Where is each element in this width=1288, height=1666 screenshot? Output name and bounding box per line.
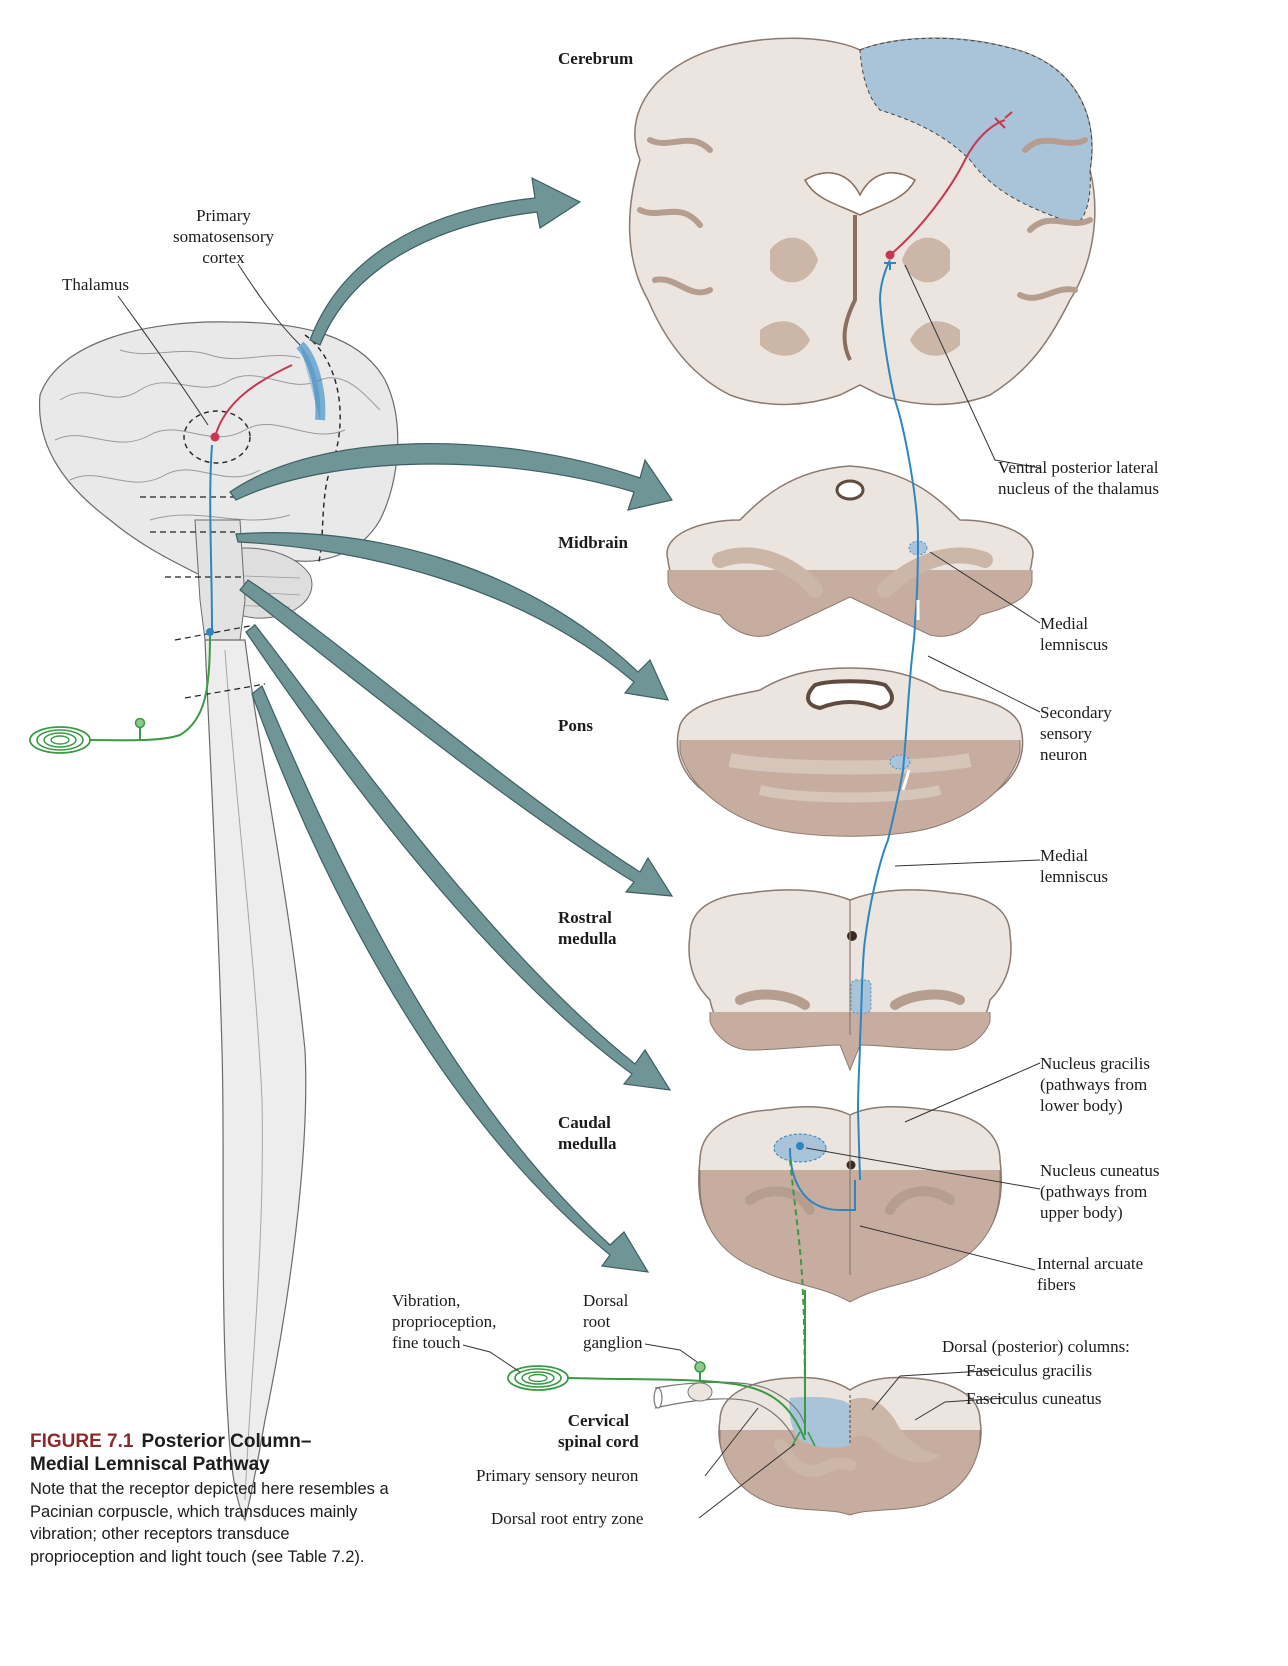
pacinian-corpuscle-icon bbox=[30, 727, 90, 753]
label-fasciculus-cuneatus: Fasciculus cuneatus bbox=[966, 1389, 1102, 1408]
ganglion-soma bbox=[136, 719, 145, 728]
label-vpl-nucleus: Ventral posterior lateral nucleus of the thalamus bbox=[998, 458, 1159, 498]
label-rostral-medulla: Rostral medulla bbox=[558, 908, 617, 948]
label-primary-somatosensory-cortex: Primary somatosensory cortex bbox=[173, 206, 275, 267]
figure-caption bbox=[30, 1430, 390, 1568]
label-dorsal-root-ganglion: Dorsal root ganglion bbox=[583, 1291, 643, 1352]
thalamus-neuron-soma bbox=[211, 433, 220, 442]
rostral-medulla-section bbox=[689, 890, 1011, 1070]
label-secondary-sensory-neuron: Secondary sensory neuron bbox=[1040, 703, 1112, 764]
caption-figure-number: FIGURE 7.1 bbox=[30, 1431, 134, 1452]
caption-title-block bbox=[30, 1430, 390, 1476]
spinal-cord-section bbox=[719, 1378, 981, 1516]
cerebrum-section bbox=[630, 38, 1095, 404]
arrow-to-cerebrum bbox=[310, 178, 580, 345]
label-medial-lemniscus-2: Medial lemniscus bbox=[1040, 846, 1108, 886]
label-vibration-proprioception: Vibration, proprioception, fine touch bbox=[392, 1291, 497, 1352]
label-caudal-medulla: Caudal medulla bbox=[558, 1113, 617, 1153]
label-dorsal-columns: Dorsal (posterior) columns: bbox=[942, 1337, 1130, 1356]
caudal-medulla-section bbox=[699, 1107, 1002, 1302]
midbrain-section bbox=[667, 466, 1033, 636]
label-thalamus: Thalamus bbox=[62, 275, 130, 294]
arrow-to-spinal-cord bbox=[252, 686, 648, 1272]
medulla-neuron-soma bbox=[206, 628, 214, 636]
label-nucleus-cuneatus: Nucleus cuneatus (pathways from upper body) bbox=[1040, 1161, 1160, 1222]
label-fasciculus-gracilis: Fasciculus gracilis bbox=[966, 1361, 1093, 1380]
arrow-to-rostral-medulla bbox=[240, 580, 672, 896]
pons-section bbox=[677, 668, 1022, 836]
label-cerebrum: Cerebrum bbox=[558, 49, 634, 68]
label-cervical-spinal-cord: Cervical spinal cord bbox=[558, 1411, 639, 1451]
label-nucleus-gracilis: Nucleus gracilis (pathways from lower body) bbox=[1040, 1054, 1150, 1115]
label-medial-lemniscus-1: Medial lemniscus bbox=[1040, 614, 1108, 654]
caption-title: Posterior Column– Medial Lemniscal Pathway bbox=[30, 1431, 312, 1475]
label-internal-arcuate-fibers: Internal arcuate fibers bbox=[1037, 1254, 1144, 1294]
brain-illustration bbox=[40, 322, 398, 1520]
label-primary-sensory-neuron: Primary sensory neuron bbox=[476, 1466, 639, 1485]
label-midbrain: Midbrain bbox=[558, 533, 628, 552]
caption-body: Note that the receptor depicted here resembles a Pacinian corpuscle, which transduces mainly vibration; other receptors transduce proprioception and light touch (see Table 7.2). bbox=[30, 1480, 389, 1566]
label-dorsal-root-entry-zone: Dorsal root entry zone bbox=[491, 1509, 644, 1528]
vpl-neuron-soma bbox=[886, 251, 895, 260]
label-pons: Pons bbox=[558, 716, 593, 735]
